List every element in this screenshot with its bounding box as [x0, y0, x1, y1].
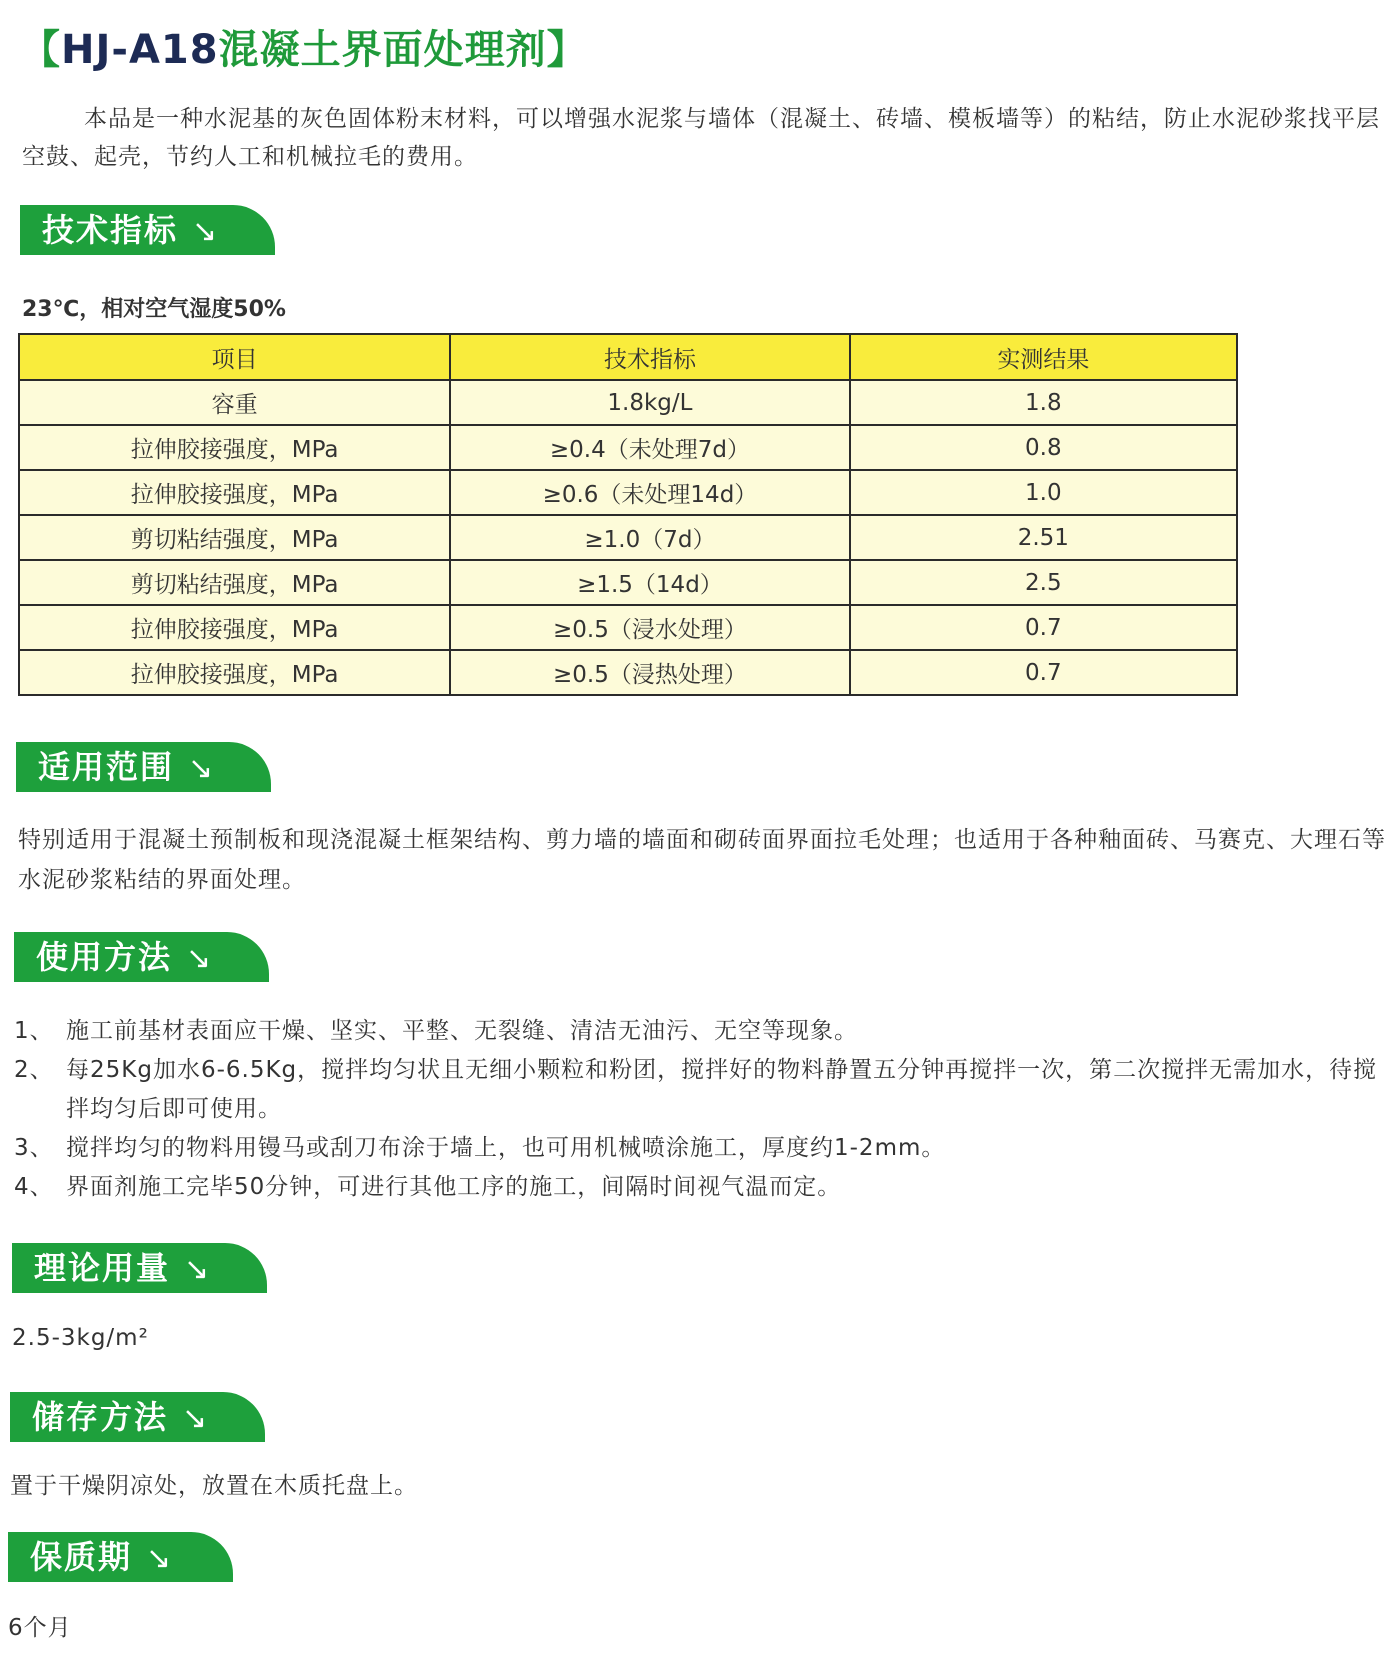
table-cell: 拉伸胶接强度，MPa — [19, 605, 450, 650]
table-row — [19, 380, 1237, 425]
table-cell: 2.51 — [850, 515, 1237, 560]
spec-table — [18, 333, 1238, 696]
table-row — [19, 515, 1237, 560]
table-cell: 拉伸胶接强度，MPa — [19, 470, 450, 515]
table-cell: 剪切粘结强度，MPa — [19, 560, 450, 605]
intro-paragraph: 本品是一种水泥基的灰色固体粉末材料，可以增强水泥浆与墙体（混凝土、砖墙、模板墙等）的粘结，防止水泥砂浆找平层空鼓、起壳，节约人工和机械拉毛的费用。 — [22, 106, 1380, 170]
list-item — [14, 1129, 1394, 1168]
table-cell: 0.8 — [850, 425, 1237, 470]
arrow-icon: ↘ — [184, 1252, 212, 1287]
table-cell: 1.8 — [850, 380, 1237, 425]
section-heading-usage-label: 使用方法 — [36, 938, 173, 976]
table-cell: ≥0.5（浸热处理） — [450, 650, 849, 695]
table-row — [19, 470, 1237, 515]
arrow-icon: ↘ — [182, 1401, 210, 1436]
table-row — [19, 605, 1237, 650]
section-heading-scope-label: 适用范围 — [38, 748, 175, 786]
table-cell: ≥1.0（7d） — [450, 515, 849, 560]
step-number: 1、 — [14, 1018, 54, 1044]
table-cell: 0.7 — [850, 650, 1237, 695]
storage-text: 置于干燥阴凉处，放置在木质托盘上。 — [10, 1473, 418, 1499]
table-row — [19, 425, 1237, 470]
table-cell: ≥1.5（14d） — [450, 560, 849, 605]
column-header-item: 项目 — [19, 334, 450, 380]
arrow-icon: ↘ — [188, 751, 216, 786]
title-close-bracket: 】 — [546, 27, 588, 73]
section-heading-storage — [10, 1392, 265, 1442]
arrow-icon: ↘ — [146, 1541, 174, 1576]
shelf-life-value: 6个月 — [8, 1615, 72, 1641]
table-cell: 容重 — [19, 380, 450, 425]
table-cell: 2.5 — [850, 560, 1237, 605]
table-cell: 剪切粘结强度，MPa — [19, 515, 450, 560]
table-cell: ≥0.5（浸水处理） — [450, 605, 849, 650]
step-text: 界面剂施工完毕50分钟，可进行其他工序的施工，间隔时间视气温而定。 — [66, 1174, 842, 1200]
section-heading-tech-label: 技术指标 — [42, 211, 179, 249]
section-heading-usage — [14, 932, 269, 982]
table-cell: 拉伸胶接强度，MPa — [19, 425, 450, 470]
section-heading-storage-label: 储存方法 — [32, 1398, 169, 1436]
column-header-spec: 技术指标 — [450, 334, 849, 380]
arrow-icon: ↘ — [192, 214, 220, 249]
step-number: 3、 — [14, 1135, 54, 1161]
table-header-row — [19, 334, 1237, 380]
section-heading-dosage-label: 理论用量 — [34, 1249, 171, 1287]
step-text: 每25Kg加水6-6.5Kg，搅拌均匀状且无细小颗粒和粉团，搅拌好的物料静置五分钟再搅拌一次，第二次搅拌无需加水，待搅拌均匀后即可使用。 — [66, 1057, 1378, 1122]
table-cell: 1.0 — [850, 470, 1237, 515]
table-row — [19, 650, 1237, 695]
table-cell: ≥0.4（未处理7d） — [450, 425, 849, 470]
section-heading-scope — [16, 742, 271, 792]
page-title — [20, 18, 588, 75]
product-code: HJ-A18 — [61, 27, 219, 73]
table-cell: ≥0.6（未处理14d） — [450, 470, 849, 515]
step-text: 施工前基材表面应干燥、坚实、平整、无裂缝、清洁无油污、无空等现象。 — [66, 1018, 858, 1044]
table-cell: 0.7 — [850, 605, 1237, 650]
list-item — [14, 1051, 1394, 1129]
table-cell: 1.8kg/L — [450, 380, 849, 425]
section-heading-shelf-label: 保质期 — [30, 1538, 133, 1576]
step-number: 2、 — [14, 1057, 54, 1083]
list-item — [14, 1012, 1394, 1051]
product-name: 混凝土界面处理剂 — [218, 27, 547, 73]
arrow-icon: ↘ — [186, 941, 214, 976]
section-heading-dosage — [12, 1243, 267, 1293]
scope-paragraph: 特别适用于混凝土预制板和现浇混凝土框架结构、剪力墙的墙面和砌砖面界面拉毛处理；也适用于各种釉面砖、马赛克、大理石等水泥砂浆粘结的界面处理。 — [18, 827, 1386, 893]
step-text: 搅拌均匀的物料用镘马或刮刀布涂于墙上，也可用机械喷涂施工，厚度约1-2mm。 — [66, 1135, 946, 1161]
title-open-bracket: 【 — [20, 27, 61, 73]
test-condition: 23℃，相对空气湿度50% — [22, 297, 286, 322]
dosage-value: 2.5-3kg/m² — [12, 1325, 149, 1351]
section-heading-tech — [20, 205, 275, 255]
table-row — [19, 560, 1237, 605]
section-heading-shelf — [8, 1532, 233, 1582]
table-cell: 拉伸胶接强度，MPa — [19, 650, 450, 695]
step-number: 4、 — [14, 1174, 54, 1200]
column-header-result: 实测结果 — [850, 334, 1237, 380]
usage-steps — [14, 1012, 1394, 1207]
list-item — [14, 1168, 1394, 1207]
